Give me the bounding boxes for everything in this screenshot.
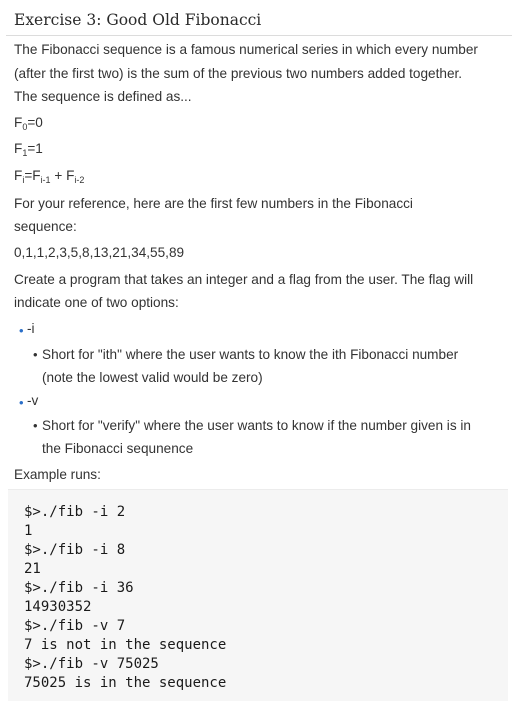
reference-line: sequence: [14,219,77,234]
bullet-icon: • [33,347,38,362]
code-line: 75025 is in the sequence [24,675,227,691]
option-description: Short for "ith" where the user wants to know the ith Fibonacci number [42,347,459,362]
program-line: Create a program that takes an integer and a flag from the user. The flag will [14,272,474,287]
code-line: $>./fib -i 36 [24,580,134,596]
page-title: Exercise 3: Good Old Fibonacci [14,11,262,29]
formula-fi: $F_i=F_{i-1} + F_{i-2}$ [14,168,85,185]
intro-line: The sequence is defined as... [14,89,192,104]
option-flag: -i [27,321,35,336]
code-line: 21 [24,561,41,577]
title-divider [6,35,512,36]
option-description: the Fibonacci sequnence [42,441,194,456]
formula-f1: $F_1=1$ [14,141,43,158]
intro-line: (after the first two) is the sum of the previous two numbers added together. [14,66,463,81]
code-line: 7 is not in the sequence [24,637,227,653]
code-line: 14930352 [24,599,92,615]
bullet-icon: • [19,395,24,410]
code-line: $>./fib -i 8 [24,542,126,558]
code-line: 1 [24,523,33,539]
sequence-values: 0,1,1,2,3,5,8,13,21,34,55,89 [14,245,185,260]
program-line: indicate one of two options: [14,295,179,310]
code-line: $>./fib -i 2 [24,504,126,520]
bullet-icon: • [33,418,38,433]
bullet-icon: • [19,323,24,338]
code-line: $>./fib -v 7 [24,618,126,634]
option-description: (note the lowest valid would be zero) [42,370,263,385]
code-line: $>./fib -v 75025 [24,656,159,672]
example-label: Example runs: [14,467,101,482]
intro-line: The Fibonacci sequence is a famous numerical series in which every number [14,42,478,57]
formula-f0: $F_0=0$ [14,115,43,132]
option-flag: -v [27,393,39,408]
reference-line: For your reference, here are the first few numbers in the Fibonacci [14,196,413,211]
option-description: Short for "verify" where the user wants to know if the number given is in [42,418,471,433]
